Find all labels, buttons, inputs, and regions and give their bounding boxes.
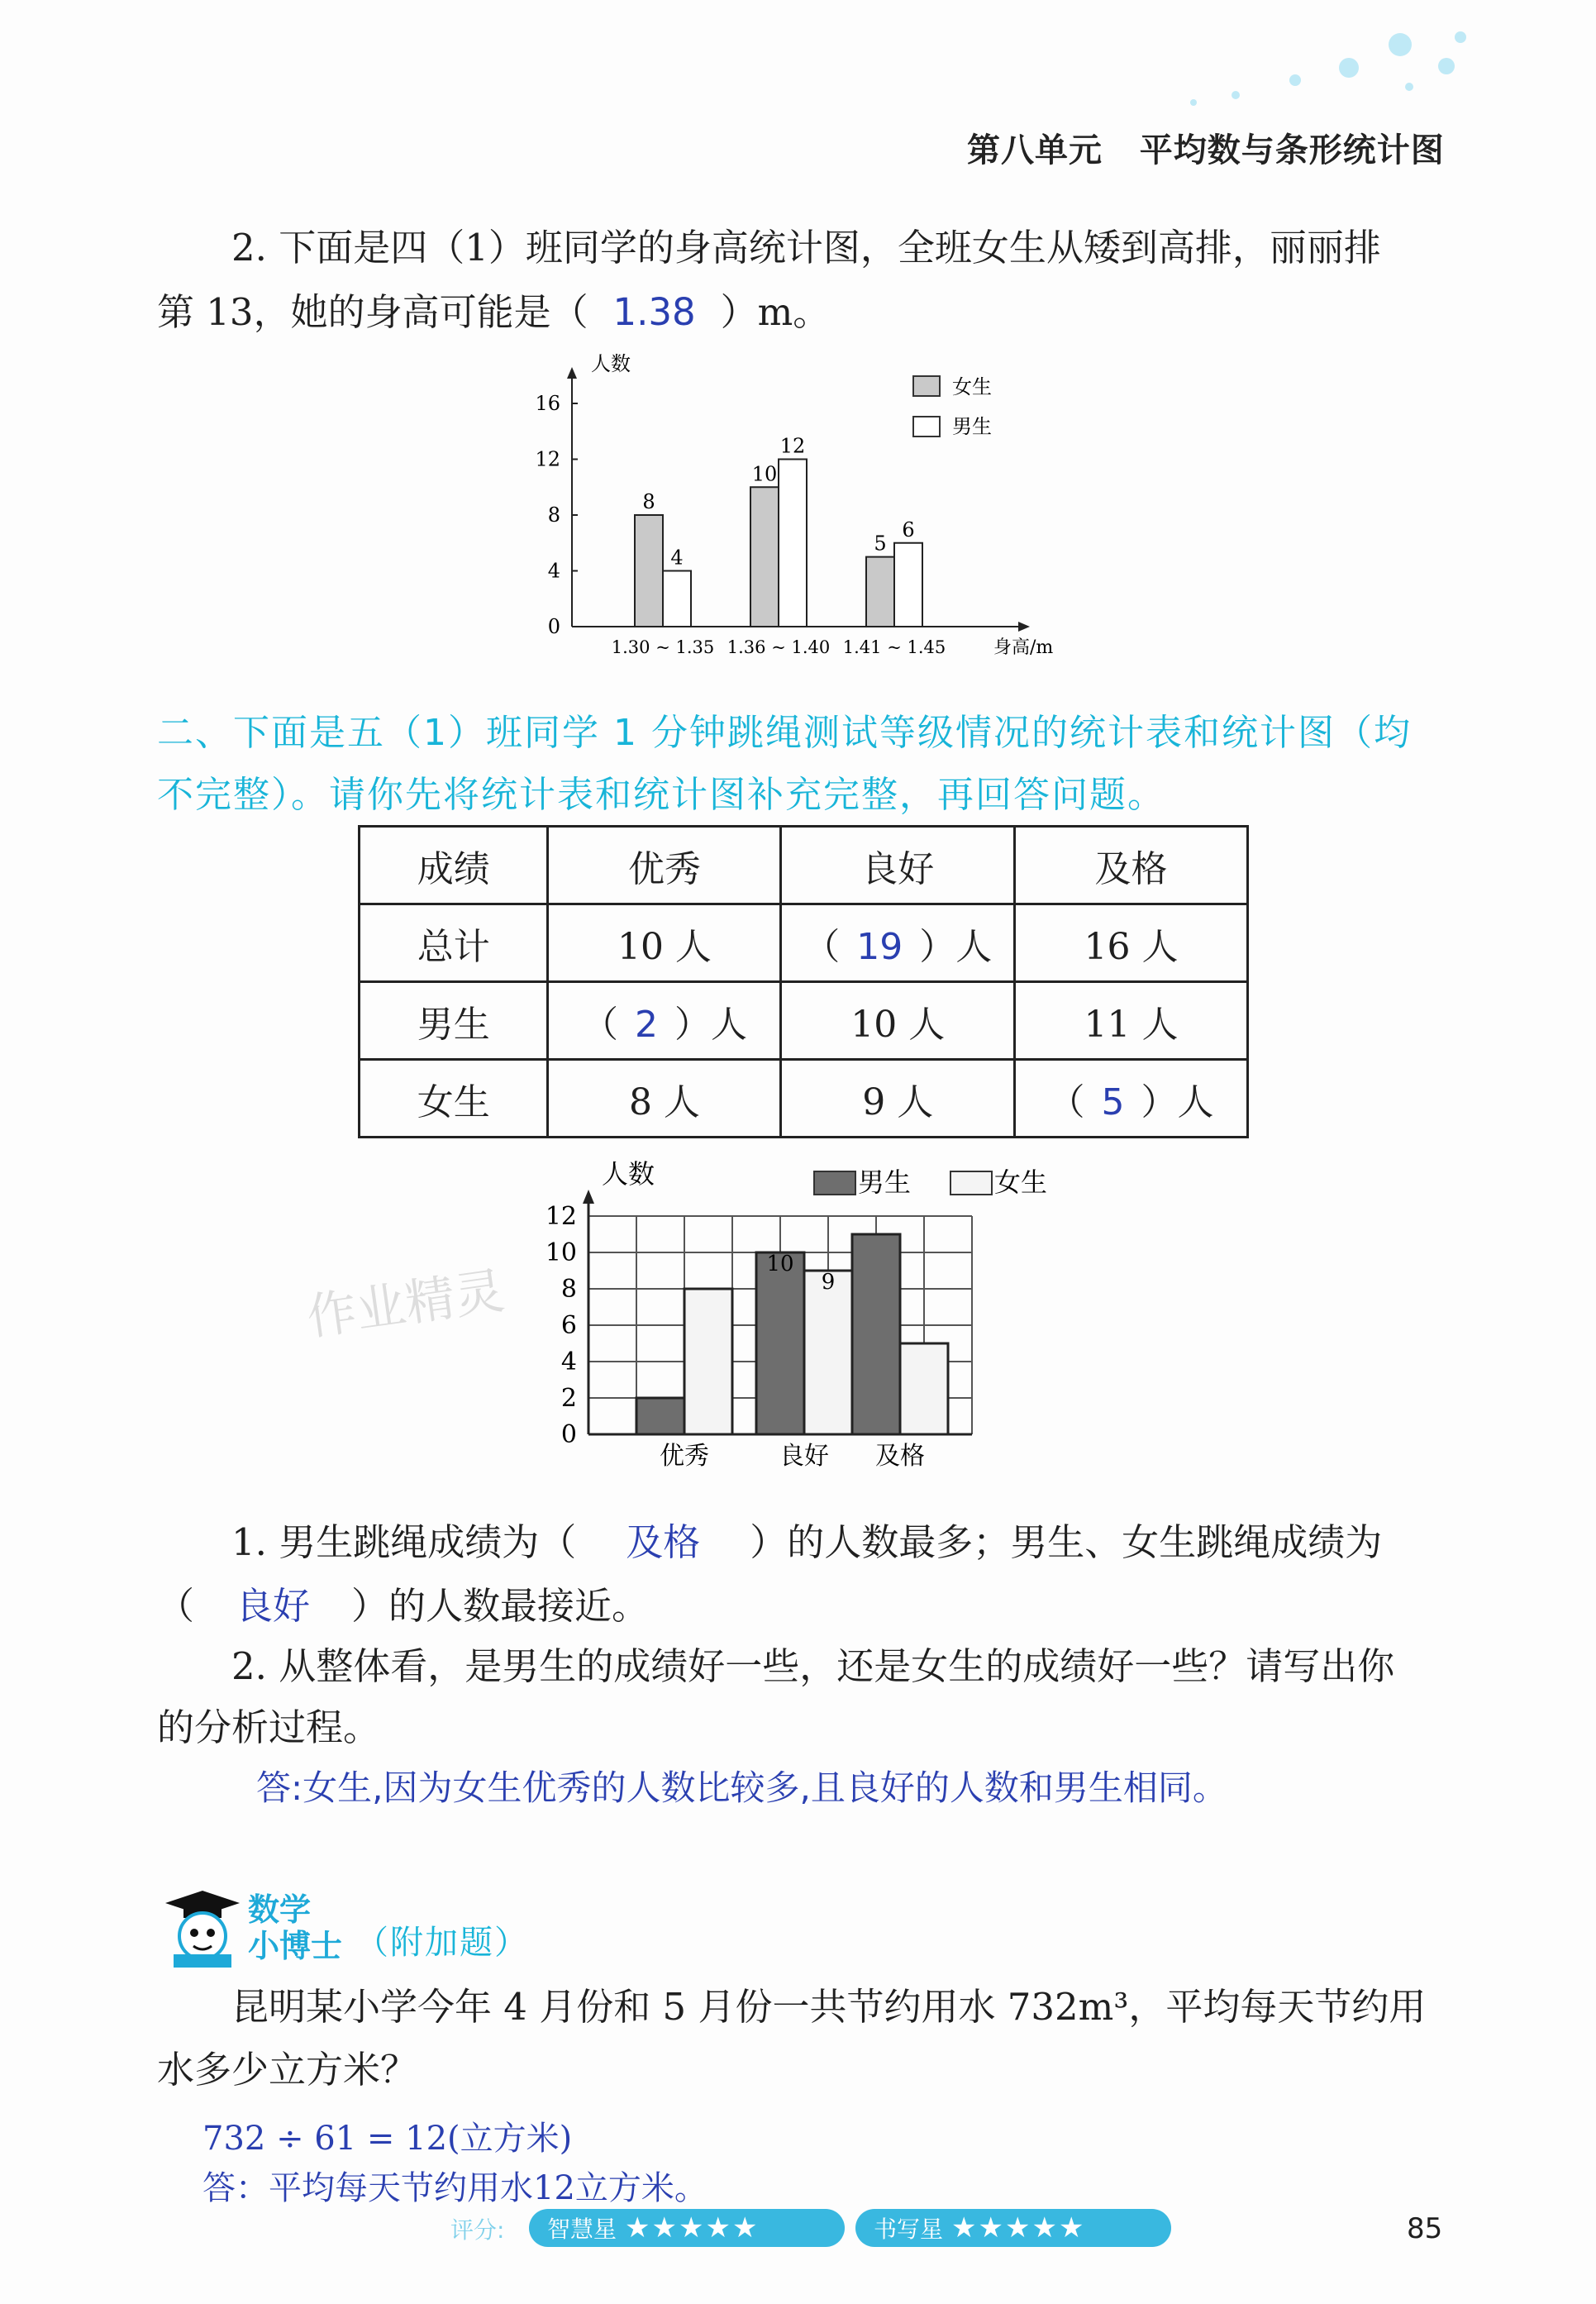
- rope-skipping-bar-chart: [529, 1153, 1091, 1484]
- bar: [852, 1234, 900, 1434]
- y-axis-label: 人数: [602, 1158, 655, 1190]
- x-tick-label: 及格: [875, 1442, 925, 1471]
- page-number: 85: [1407, 2212, 1443, 2245]
- table-cell: （ 2 ）人: [548, 982, 781, 1060]
- bar: [635, 515, 663, 627]
- table-header-cell: 良好: [781, 827, 1015, 904]
- data-label: 8: [642, 490, 655, 513]
- bar: [900, 1343, 948, 1434]
- bonus-tag: （附加题）: [355, 1924, 529, 1962]
- y-tick-label: 6: [560, 1311, 577, 1340]
- bar: [804, 1271, 852, 1434]
- unit-title: 平均数与条形统计图: [1139, 131, 1445, 169]
- y-tick-label: 4: [547, 559, 560, 583]
- y-axis-label: 人数: [591, 352, 631, 375]
- table-cell: 10 人: [548, 904, 781, 982]
- y-tick-label: 4: [560, 1348, 577, 1376]
- table-cell: 8 人: [548, 1060, 781, 1138]
- legend-swatch-boys: [913, 417, 940, 436]
- table-header-cell: 及格: [1015, 827, 1248, 904]
- data-label: 10: [751, 462, 778, 486]
- bonus-calculation: 732 ÷ 61 = 12(立方米): [202, 2120, 573, 2158]
- star-icon: ★★★★★: [951, 2211, 1086, 2244]
- bar: [750, 487, 779, 627]
- row-label: 总计: [360, 904, 548, 982]
- unit-header: [967, 124, 1445, 171]
- data-label: 4: [670, 546, 684, 570]
- table-row: [360, 904, 1248, 982]
- followup-q2-line2: 的分析过程。: [157, 1705, 381, 1749]
- wisdom-star-badge: 智慧星 ★★★★★: [529, 2209, 845, 2247]
- y-axis-arrow: [567, 367, 577, 379]
- bonus-line2: 水多少立方米？: [157, 2048, 418, 2092]
- y-tick-label: 10: [545, 1238, 577, 1267]
- legend-label-boys: 男生: [858, 1166, 912, 1198]
- x-axis-arrow: [1018, 622, 1030, 632]
- data-label: 10: [766, 1252, 794, 1276]
- writing-star-badge: 书写星 ★★★★★: [855, 2209, 1171, 2247]
- bonus-title: 数学 小博士: [248, 1891, 343, 1964]
- followup-q1-line2: （ 良好 ）的人数最接近。: [157, 1575, 649, 1638]
- table-header-row: [360, 827, 1248, 904]
- section-2-line2: 不完整）。请你先将统计表和统计图补充完整，再回答问题。: [157, 774, 1165, 816]
- legend-label-girls: 女生: [952, 375, 992, 398]
- bar: [684, 1289, 732, 1434]
- followup-q2-line1: 2. 从整体看，是男生的成绩好一些，还是女生的成绩好一些？请写出你: [231, 1644, 1395, 1688]
- table-cell: 11 人: [1015, 982, 1248, 1060]
- question-2-prefix: 第 13，她的身高可能是（: [157, 290, 588, 334]
- legend-label-boys: 男生: [952, 415, 992, 438]
- y-tick-label: 8: [560, 1275, 577, 1304]
- data-label: 9: [821, 1270, 836, 1295]
- bar: [894, 543, 922, 627]
- table-header-cell: 优秀: [548, 827, 781, 904]
- question-2-line1: 2. 下面是四（1）班同学的身高统计图，全班女生从矮到高排，丽丽排: [231, 226, 1381, 270]
- decorative-dots: [1025, 25, 1488, 116]
- y-axis-arrow: [583, 1190, 594, 1204]
- table-cell: 10 人: [781, 982, 1015, 1060]
- rating-label: 评分:: [450, 2216, 505, 2244]
- bar: [866, 557, 894, 627]
- x-tick-label: 优秀: [660, 1442, 709, 1471]
- row-label: 女生: [360, 1060, 548, 1138]
- doctor-mascot-icon: [157, 1887, 248, 1969]
- bar: [756, 1252, 804, 1434]
- table-header-cell: 成绩: [360, 827, 548, 904]
- table-row: [360, 1060, 1248, 1138]
- answer-most: 及格: [626, 1520, 701, 1564]
- x-tick-label: 1.36 ~ 1.40: [727, 637, 831, 657]
- x-tick-label: 1.41 ~ 1.45: [842, 637, 946, 657]
- data-label: 6: [902, 518, 915, 541]
- y-tick-label: 16: [535, 392, 560, 415]
- y-tick-label: 8: [547, 503, 560, 527]
- grade-table: [358, 825, 1249, 1138]
- data-label: 12: [779, 434, 806, 458]
- star-icon: ★★★★★: [625, 2211, 760, 2244]
- section-2-line1: 二、下面是五（1）班同学 1 分钟跳绳测试等级情况的统计表和统计图（均: [157, 712, 1412, 754]
- followup-q2-answer: 答:女生,因为女生优秀的人数比较多,且良好的人数和男生相同。: [256, 1767, 1227, 1808]
- y-tick-label: 2: [560, 1384, 577, 1413]
- legend-swatch-boys: [814, 1171, 855, 1195]
- question-2-suffix: ）m。: [720, 290, 831, 334]
- followup-q1-line1: 1. 男生跳绳成绩为（ 及格 ）的人数最多；男生、女生跳绳成绩为: [231, 1511, 1382, 1574]
- bonus-line1: 昆明某小学今年 4 月份和 5 月份一共节约用水 732m³，平均每天节约用: [231, 1985, 1427, 2029]
- y-tick-label: 12: [535, 447, 560, 471]
- x-tick-label: 良好: [779, 1442, 829, 1471]
- y-tick-label: 0: [560, 1420, 577, 1449]
- legend-swatch-girls: [913, 376, 940, 396]
- legend-label-girls: 女生: [994, 1166, 1048, 1198]
- height-bar-chart: [521, 347, 1083, 670]
- table-row: [360, 982, 1248, 1060]
- question-2-line2: [157, 281, 830, 344]
- legend-swatch-girls: [950, 1171, 992, 1195]
- bar: [663, 571, 691, 627]
- bar: [779, 460, 807, 627]
- table-cell: 9 人: [781, 1060, 1015, 1138]
- data-label: 5: [874, 532, 887, 556]
- answer-closest: 良好: [236, 1584, 311, 1628]
- answer-height: 1.38: [612, 290, 696, 334]
- table-cell: （ 5 ）人: [1015, 1060, 1248, 1138]
- bonus-answer: 答：平均每天节约用水12立方米。: [202, 2169, 707, 2207]
- y-tick-label: 12: [545, 1202, 577, 1231]
- x-tick-label: 1.30 ~ 1.35: [611, 637, 715, 657]
- watermark: 作业精灵: [303, 1262, 508, 1348]
- table-cell: 16 人: [1015, 904, 1248, 982]
- y-tick-label: 0: [547, 615, 560, 638]
- bar: [636, 1398, 684, 1434]
- x-axis-label: 身高/m: [993, 637, 1054, 658]
- row-label: 男生: [360, 982, 548, 1060]
- unit-label: 第八单元: [967, 131, 1103, 169]
- table-cell: （ 19 ）人: [781, 904, 1015, 982]
